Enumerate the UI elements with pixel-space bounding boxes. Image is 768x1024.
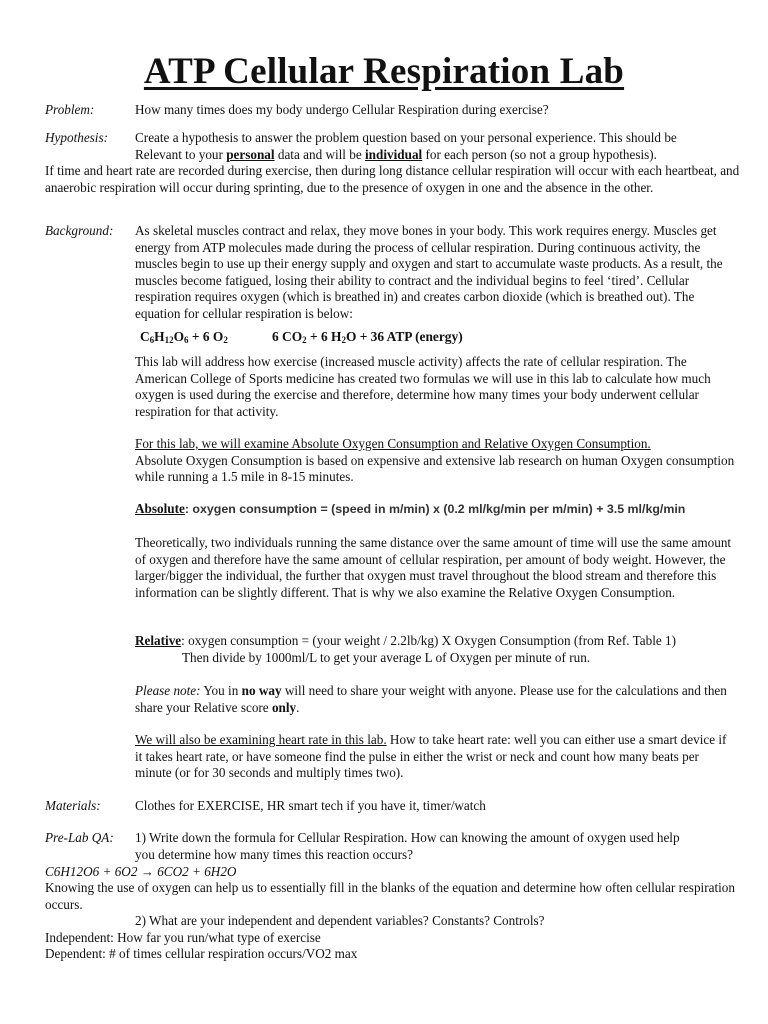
respiration-equation-right: 6 $CO_2 + 6$ $H_2O + 36$ ATP (energy) bbox=[272, 329, 463, 345]
only-emphasis: only bbox=[271, 699, 297, 715]
individual-emphasis: individual bbox=[365, 146, 423, 162]
page-title: ATP Cellular Respiration Lab bbox=[143, 51, 625, 92]
background-paragraph-2: This lab will address how exercise (increased muscle activity) affects the rate of cellular respiration. The American College of Sports medicine has created two formulas we will use in this lab to calculate how much oxygen is used during the exercise and therefore, determine how many times your body underwent cellular respiration for that activity. bbox=[135, 354, 711, 419]
background-paragraph-3 bbox=[135, 436, 735, 486]
question-1-line1: 1) Write down the formula for Cellular Respiration. How can knowing the amount of oxygen used help bbox=[135, 830, 680, 845]
absolute-formula-line bbox=[135, 501, 735, 518]
hypothesis-text-b: data and will be bbox=[274, 146, 366, 162]
absolute-description: Absolute Oxygen Consumption is based on expensive and extensive lab research on human Oxygen consumption while running a 1.5 mile in 8-15 minutes. bbox=[135, 452, 735, 485]
personal-emphasis: personal bbox=[226, 146, 275, 162]
please-note bbox=[135, 683, 735, 716]
hypothesis-text-c: for each person (so not a group hypothesis). bbox=[422, 146, 657, 162]
hypothesis-instructions bbox=[135, 130, 735, 163]
note-text-c: . bbox=[296, 699, 300, 715]
relative-formula-line bbox=[135, 633, 735, 650]
respiration-equation-left: $C_6H_{12}O_6 + 6$ $O_2$ bbox=[140, 329, 228, 345]
relative-formula-step: Then divide by 1000ml/L to get your average L of Oxygen per minute of run. bbox=[182, 650, 591, 665]
prelab-question-1 bbox=[135, 830, 735, 863]
absolute-label: Absolute bbox=[135, 501, 185, 516]
background-paragraph-1: As skeletal muscles contract and relax, they move bones in your body. This work requires energy. Muscles get energy from ATP molecules made during the process of cellular respiration. During continuous activity, the muscles begin to use up their energy supply and oxygen and start to accumulate waste products. As a result, the muscles become fatigued, losing their ability to contract and the individual begins to feel ‘tired’. Cellular respiration requires oxygen (which is breathed in) and creates carbon dioxide (which is breathed out). The equation for cellular respiration is below: bbox=[135, 223, 723, 321]
materials-label: Materials: bbox=[45, 798, 101, 813]
answer-1-text: Knowing the use of oxygen can help us to essentially fill in the blanks of the equation and determine how often cellular respiration occurs. bbox=[45, 880, 735, 912]
dependent-variable: Dependent: # of times cellular respiration occurs/VO2 max bbox=[45, 946, 358, 961]
materials-text: Clothes for EXERCISE, HR smart tech if you have it, timer/watch bbox=[135, 798, 486, 813]
please-note-label: Please note: bbox=[135, 683, 201, 698]
problem-text: How many times does my body undergo Cellular Respiration during exercise? bbox=[135, 102, 549, 117]
relative-label: Relative bbox=[135, 633, 182, 648]
background-paragraph-4: Theoretically, two individuals running the same distance over the same amount of time will use the same amount of oxygen and therefore have the same amount of cellular respiration, per amount of body weight. However, the larger/bigger the individual, the further that oxygen must travel throughout the blood stream and therefore this information can be slightly different. That is why we also examine the Relative Oxygen Consumption. bbox=[135, 535, 732, 600]
hypothesis-line1: Create a hypothesis to answer the problem question based on your personal experience. This should be bbox=[135, 130, 677, 145]
background-label: Background: bbox=[45, 223, 114, 238]
heart-rate-text: How to take heart rate: well you can either use a smart device if it takes heart rate, or have someone find the pulse in either the wrist or neck and count how many beats per minute (or for 30 seconds and multiply times two). bbox=[135, 732, 727, 781]
independent-variable: Independent: How far you run/what type of exercise bbox=[45, 930, 321, 945]
hypothesis-text-a: Relevant to your bbox=[135, 146, 227, 162]
note-text-b: will need to share your weight with anyone. Please use for the calculations and then share your Relative score bbox=[135, 683, 727, 715]
hypothesis-answer: If time and heart rate are recorded during exercise, then during long distance cellular respiration will occur with each heartbeat, and anaerobic respiration will occur during sprinting, due to the presence of oxygen in one and the absence in the other. bbox=[45, 163, 740, 195]
question-1-line2: you determine how many times this reaction occurs? bbox=[135, 846, 413, 862]
no-way-emphasis: no way bbox=[241, 683, 282, 698]
heart-rate-heading: We will also be examining heart rate in this lab. bbox=[135, 732, 387, 747]
hypothesis-line2 bbox=[135, 147, 735, 164]
answer-1-formula: C6H12O6 + 6O2 → 6CO2 + 6H2O bbox=[45, 864, 237, 879]
relative-formula: : oxygen consumption = (your weight / 2.2lb/kg) X Oxygen Consumption (from Ref. Table 1) bbox=[181, 633, 677, 648]
hypothesis-label: Hypothesis: bbox=[45, 130, 108, 145]
heart-rate-paragraph bbox=[135, 732, 735, 782]
problem-label: Problem: bbox=[45, 102, 95, 117]
oxygen-consumption-heading: For this lab, we will examine Absolute Oxygen Consumption and Relative Oxygen Consumption. bbox=[135, 436, 651, 451]
prelab-label: Pre-Lab QA: bbox=[45, 830, 114, 845]
prelab-question-2: 2) What are your independent and dependent variables? Constants? Controls? bbox=[135, 913, 545, 928]
absolute-formula: : oxygen consumption = (speed in m/min) x (0.2 ml/kg/min per m/min) + 3.5 ml/kg/min bbox=[184, 502, 686, 516]
note-text-a: You in bbox=[200, 683, 242, 698]
